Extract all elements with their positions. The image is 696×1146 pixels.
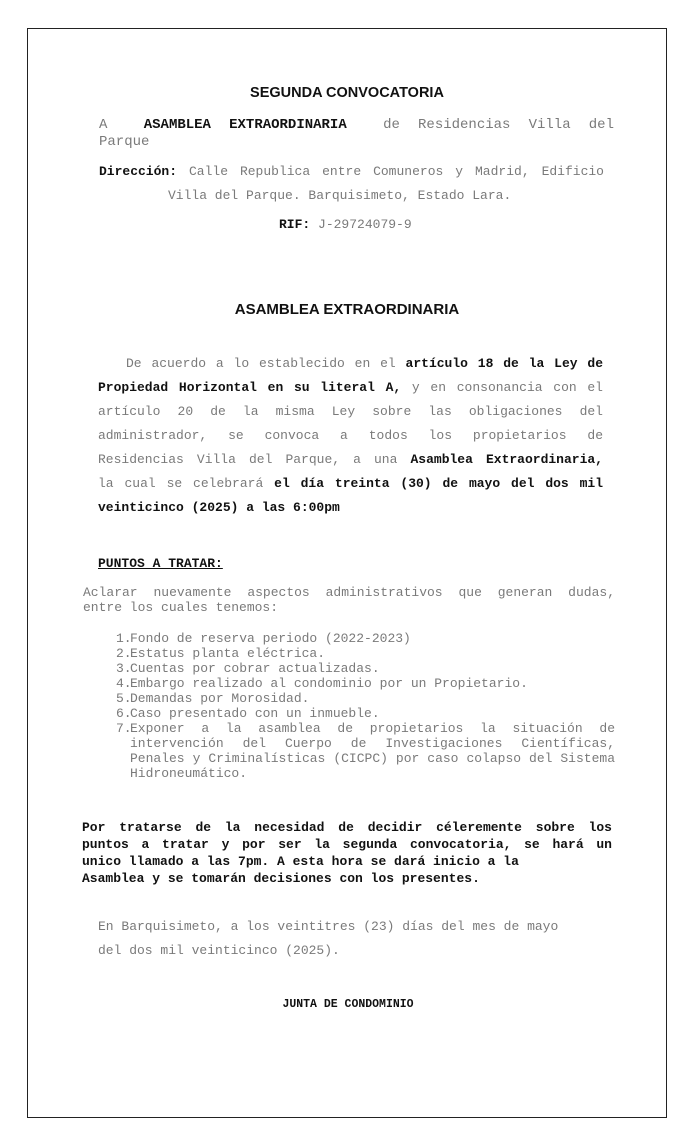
- body-line: [98, 424, 603, 448]
- notice-line: Asamblea y se tomarán decisiones con los presentes.: [82, 871, 480, 886]
- body-line: [98, 352, 603, 376]
- points-intro-line2: entre los cuales tenemos:: [83, 600, 279, 615]
- intro-bold: ASAMBLEA EXTRAORDINARIA: [143, 117, 347, 133]
- point-item: [116, 691, 615, 706]
- intro-rest: de Residencias Villa del: [383, 117, 614, 133]
- point-text: Caso presentado con un inmueble.: [130, 706, 380, 721]
- body-bold-text: veinticinco (2025) a las 6:00pm: [98, 500, 340, 515]
- rif-line: [279, 217, 412, 233]
- point-number: 5.: [116, 691, 132, 706]
- rif-label: RIF:: [279, 217, 311, 232]
- closing-line2: del dos mil veinticinco (2025).: [98, 943, 340, 958]
- body-bold-text: Propiedad Horizontal en su literal A,: [98, 380, 402, 395]
- point-number: 7.: [116, 721, 132, 736]
- address-line1: Calle Republica entre Comuneros y Madrid, Edificio: [188, 164, 604, 179]
- body-line: [98, 496, 603, 520]
- document-title: SEGUNDA CONVOCATORIA: [250, 85, 444, 101]
- notice-line: unico llamado a las 7pm. A esta hora se dará inicio a la: [82, 854, 519, 869]
- points-list: [116, 631, 615, 781]
- closing-line1: En Barquisimeto, a los veintitres (23) días del mes de mayo: [98, 919, 559, 934]
- intro-rest-line2: Parque: [99, 134, 150, 150]
- body-text: y en consonancia con el: [401, 380, 603, 395]
- closing-paragraph: [98, 915, 558, 963]
- body-paragraph: [98, 352, 603, 520]
- address-line2: Villa del Parque. Barquisimeto, Estado Lara.: [168, 188, 512, 203]
- body-text: administrador, se convoca a todos los propietarios de: [98, 428, 603, 443]
- point-number: 1.: [116, 631, 132, 646]
- point-item: [116, 646, 615, 661]
- body-text: artículo 20 de la misma Ley sobre las obligaciones del: [98, 404, 603, 419]
- point-number: 4.: [116, 676, 132, 691]
- points-intro: [83, 585, 615, 615]
- body-text: Residencias Villa del Parque, a una: [98, 452, 411, 467]
- point-text: Estatus planta eléctrica.: [130, 646, 326, 661]
- point-item: [116, 706, 615, 721]
- body-line: [98, 400, 603, 424]
- point-text: Demandas por Morosidad.: [130, 691, 310, 706]
- point-text: Exponer a la asamblea de propietarios la situación de intervención del Cuerpo de Investigaciones Científicas, Penales y Criminalísticas (CICPC) por caso colapso del Sistema Hidroneumático.: [130, 721, 615, 781]
- notice-line: puntos a tratar y por ser la segunda convocatoria, se hará un: [82, 837, 612, 852]
- point-text: Fondo de reserva periodo (2022-2023): [130, 631, 411, 646]
- notice-paragraph: [82, 819, 612, 887]
- signature: JUNTA DE CONDOMINIO: [282, 998, 414, 1011]
- point-item: [116, 661, 615, 676]
- body-line: [98, 448, 603, 472]
- point-item: [116, 721, 615, 781]
- point-item: [116, 676, 615, 691]
- point-number: 3.: [116, 661, 132, 676]
- rif-value: J-29724079-9: [318, 217, 412, 232]
- body-line: [98, 376, 603, 400]
- section-title: ASAMBLEA EXTRAORDINARIA: [234, 301, 460, 318]
- intro-line: [99, 117, 614, 151]
- body-text: la cual se celebrará: [98, 476, 275, 491]
- notice-line: Por tratarse de la necesidad de decidir céleremente sobre los: [82, 820, 612, 835]
- address-block: [99, 164, 604, 180]
- document-page: [27, 28, 667, 1118]
- point-text: Embargo realizado al condominio por un Propietario.: [130, 676, 528, 691]
- point-number: 6.: [116, 706, 132, 721]
- body-bold-text: Asamblea Extraordinaria,: [410, 452, 603, 467]
- intro-prefix: A: [99, 117, 108, 133]
- point-number: 2.: [116, 646, 132, 661]
- body-bold-text: artículo 18 de la Ley de: [405, 356, 603, 371]
- point-text: Cuentas por cobrar actualizadas.: [130, 661, 380, 676]
- body-text: De acuerdo a lo establecido en el: [126, 356, 406, 371]
- point-item: [116, 631, 615, 646]
- body-line: [98, 472, 603, 496]
- points-title: PUNTOS A TRATAR:: [98, 556, 223, 571]
- address-label: Dirección:: [99, 164, 178, 179]
- body-bold-text: el día treinta (30) de mayo del dos mil: [274, 476, 604, 491]
- points-intro-line1: Aclarar nuevamente aspectos administrativos que generan dudas,: [83, 585, 615, 600]
